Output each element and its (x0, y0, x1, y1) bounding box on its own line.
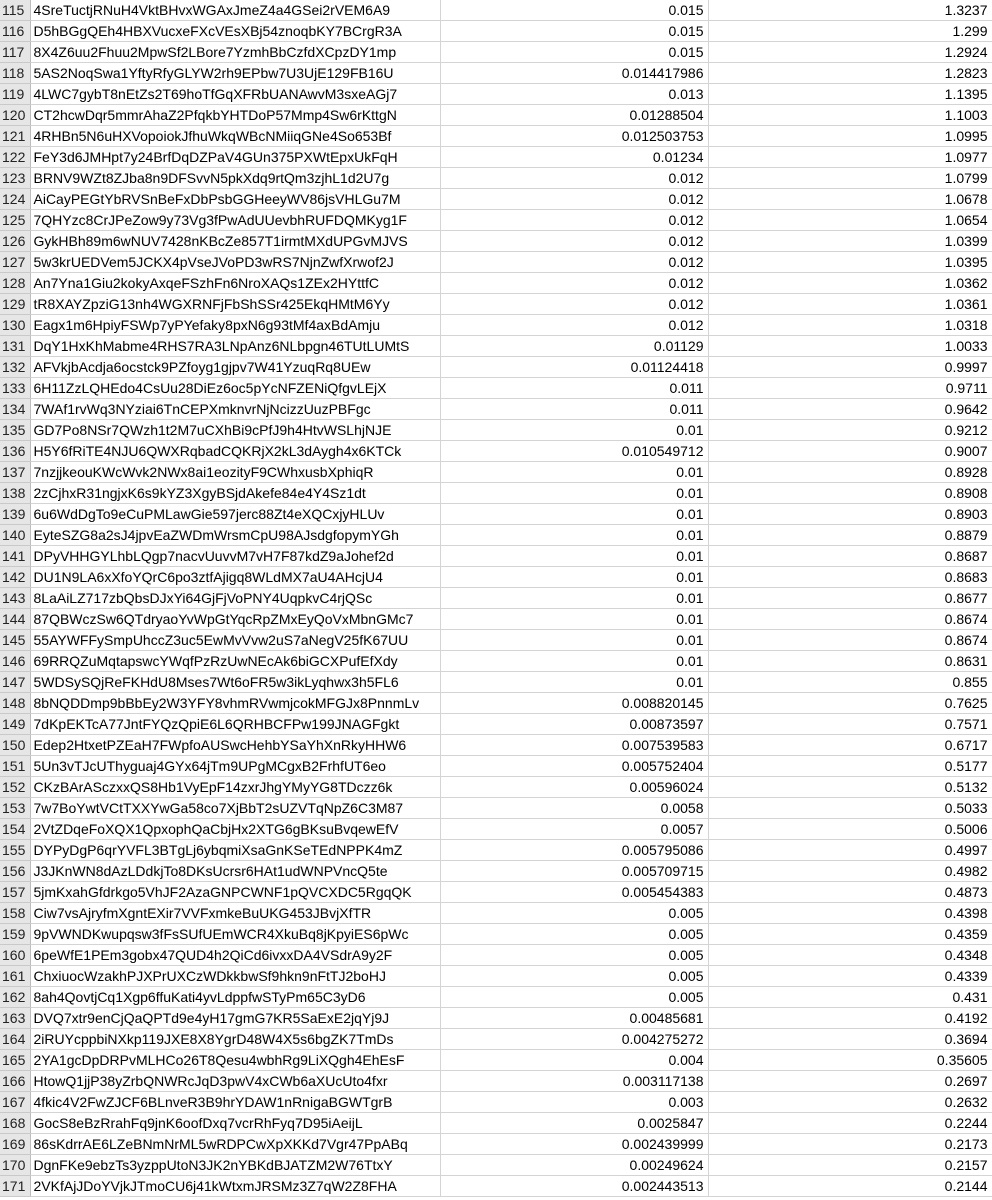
table-row (0, 42, 992, 63)
address-cell[interactable]: 7nzjjkeouKWcWvk2NWx8ai1eozityF9CWhxusbXphiqR (30, 462, 440, 483)
table-row (0, 1113, 992, 1134)
amount-cell[interactable]: 0.015 (440, 21, 708, 42)
address-cell[interactable]: J3JKnWN8dAzLDdkjTo8DKsUcrsr6HAt1udWNPVncQ5te (30, 861, 440, 882)
value-cell[interactable]: 0.3694 (708, 1029, 992, 1050)
row-header[interactable]: 134 (0, 399, 30, 420)
row-header[interactable]: 160 (0, 945, 30, 966)
table-row (0, 1029, 992, 1050)
amount-cell[interactable]: 0.01 (440, 672, 708, 693)
value-cell[interactable]: 0.5006 (708, 819, 992, 840)
address-cell[interactable]: 69RRQZuMqtapswcYWqfPzRzUwNEcAk6biGCXPufEfXdy (30, 651, 440, 672)
amount-cell[interactable]: 0.014417986 (440, 63, 708, 84)
amount-cell[interactable]: 0.005 (440, 966, 708, 987)
address-cell[interactable]: 8LaAiLZ717zbQbsDJxYi64GjFjVoPNY4UqpkvC4rjQSc (30, 588, 440, 609)
table-row (0, 966, 992, 987)
table-row (0, 126, 992, 147)
address-cell[interactable]: 8ah4QovtjCq1Xgp6ffuKati4yvLdppfwSTyPm65C3yD6 (30, 987, 440, 1008)
address-cell[interactable]: Eagx1m6HpiyFSWp7yPYefaky8pxN6g93tMf4axBdAmju (30, 315, 440, 336)
address-cell[interactable]: 2zCjhxR31ngjxK6s9kYZ3XgyBSjdAkefe84e4Y4Sz1dt (30, 483, 440, 504)
value-cell[interactable]: 0.2244 (708, 1113, 992, 1134)
amount-cell[interactable]: 0.002439999 (440, 1134, 708, 1155)
table-row (0, 651, 992, 672)
row-header[interactable]: 150 (0, 735, 30, 756)
row-header[interactable]: 156 (0, 861, 30, 882)
amount-cell[interactable]: 0.012 (440, 210, 708, 231)
value-cell[interactable]: 0.431 (708, 987, 992, 1008)
address-cell[interactable]: 55AYWFFySmpUhccZ3uc5EwMvVvw2uS7aNegV25fK67UU (30, 630, 440, 651)
row-header[interactable]: 157 (0, 882, 30, 903)
row-header[interactable]: 141 (0, 546, 30, 567)
row-header[interactable]: 149 (0, 714, 30, 735)
value-cell[interactable]: 0.9007 (708, 441, 992, 462)
amount-cell[interactable]: 0.011 (440, 378, 708, 399)
table-row (0, 903, 992, 924)
row-header[interactable]: 131 (0, 336, 30, 357)
amount-cell[interactable]: 0.003 (440, 1092, 708, 1113)
address-cell[interactable]: 2YA1gcDpDRPvMLHCo26T8Qesu4wbhRg9LiXQgh4EhEsF (30, 1050, 440, 1071)
value-cell[interactable]: 0.5033 (708, 798, 992, 819)
value-cell[interactable]: 1.0977 (708, 147, 992, 168)
amount-cell[interactable]: 0.01 (440, 651, 708, 672)
value-cell[interactable]: 0.2144 (708, 1176, 992, 1197)
value-cell[interactable]: 0.8903 (708, 504, 992, 525)
amount-cell[interactable]: 0.01 (440, 504, 708, 525)
address-cell[interactable]: 6H11ZzLQHEdo4CsUu28DiEz6oc5pYcNFZENiQfgvLEjX (30, 378, 440, 399)
value-cell[interactable]: 1.0033 (708, 336, 992, 357)
amount-cell[interactable]: 0.01 (440, 546, 708, 567)
table-row (0, 462, 992, 483)
address-cell[interactable]: 4RHBn5N6uHXVopoiokJfhuWkqWBcNMiiqGNe4So653Bf (30, 126, 440, 147)
value-cell[interactable]: 1.0678 (708, 189, 992, 210)
table-row (0, 525, 992, 546)
value-cell[interactable]: 0.2173 (708, 1134, 992, 1155)
address-cell[interactable]: 7WAf1rvWq3NYziai6TnCEPXmknvrNjNcizzUuzPBFgc (30, 399, 440, 420)
row-header[interactable]: 119 (0, 84, 30, 105)
address-cell[interactable]: DgnFKe9ebzTs3yzppUtoN3JK2nYBKdBJATZM2W76TtxY (30, 1155, 440, 1176)
value-cell[interactable]: 0.4873 (708, 882, 992, 903)
table-row (0, 168, 992, 189)
table-row (0, 252, 992, 273)
address-cell[interactable]: 4LWC7gybT8nEtZs2T69hoTfGqXFRbUANAwvM3sxeAGj7 (30, 84, 440, 105)
value-cell[interactable]: 0.9711 (708, 378, 992, 399)
amount-cell[interactable]: 0.007539583 (440, 735, 708, 756)
value-cell[interactable]: 0.5132 (708, 777, 992, 798)
table-row (0, 294, 992, 315)
address-cell[interactable]: 5jmKxahGfdrkgo5VhJF2AzaGNPCWNF1pQVCXDC5RgqQK (30, 882, 440, 903)
table-row (0, 945, 992, 966)
table-row (0, 819, 992, 840)
address-cell[interactable]: Edep2HtxetPZEaH7FWpfoAUSwcHehbYSaYhXnRkyHHW6 (30, 735, 440, 756)
address-cell[interactable]: DqY1HxKhMabme4RHS7RA3LNpAnz6NLbpgn46TUtLUMtS (30, 336, 440, 357)
row-header[interactable]: 163 (0, 1008, 30, 1029)
value-cell[interactable]: 1.0361 (708, 294, 992, 315)
value-cell[interactable]: 0.35605 (708, 1050, 992, 1071)
amount-cell[interactable]: 0.01 (440, 525, 708, 546)
value-cell[interactable]: 0.7625 (708, 693, 992, 714)
address-cell[interactable]: HtowQ1jjP38yZrbQNWRcJqD3pwV4xCWb6aXUcUto4fxr (30, 1071, 440, 1092)
value-cell[interactable]: 0.4359 (708, 924, 992, 945)
address-cell[interactable]: 5WDSySQjReFKHdU8Mses7Wt6oFR5w3ikLyqhwx3h5FL6 (30, 672, 440, 693)
row-header[interactable]: 161 (0, 966, 30, 987)
row-header[interactable]: 138 (0, 483, 30, 504)
table-row (0, 924, 992, 945)
address-cell[interactable]: 4fkic4V2FwZJCF6BLnveR3B9hrYDAW1nRnigaBGWTgrB (30, 1092, 440, 1113)
value-cell[interactable]: 0.8908 (708, 483, 992, 504)
row-header[interactable]: 166 (0, 1071, 30, 1092)
table-row (0, 63, 992, 84)
amount-cell[interactable]: 0.005 (440, 987, 708, 1008)
table-row (0, 735, 992, 756)
row-header[interactable]: 159 (0, 924, 30, 945)
row-header[interactable]: 164 (0, 1029, 30, 1050)
row-header[interactable]: 151 (0, 756, 30, 777)
address-cell[interactable]: 8X4Z6uu2Fhuu2MpwSf2LBore7YzmhBbCzfdXCpzDY1mp (30, 42, 440, 63)
value-cell[interactable]: 1.0799 (708, 168, 992, 189)
table-row (0, 882, 992, 903)
address-cell[interactable]: H5Y6fRiTE4NJU6QWXRqbadCQKRjX2kL3dAygh4x6KTCk (30, 441, 440, 462)
amount-cell[interactable]: 0.01234 (440, 147, 708, 168)
address-cell[interactable]: ChxiuocWzakhPJXPrUXCzWDkkbwSf9hkn9nFtTJ2boHJ (30, 966, 440, 987)
value-cell[interactable]: 0.4982 (708, 861, 992, 882)
table-row (0, 1071, 992, 1092)
table-row (0, 987, 992, 1008)
value-cell[interactable]: 1.3237 (708, 0, 992, 21)
table-row (0, 693, 992, 714)
row-header[interactable]: 145 (0, 630, 30, 651)
amount-cell[interactable]: 0.015 (440, 0, 708, 21)
amount-cell[interactable]: 0.013 (440, 84, 708, 105)
value-cell[interactable]: 0.4398 (708, 903, 992, 924)
amount-cell[interactable]: 0.0025847 (440, 1113, 708, 1134)
row-header[interactable]: 132 (0, 357, 30, 378)
value-cell[interactable]: 0.4348 (708, 945, 992, 966)
row-header[interactable]: 158 (0, 903, 30, 924)
row-header[interactable]: 165 (0, 1050, 30, 1071)
address-cell[interactable]: 7QHYzc8CrJPeZow9y73Vg3fPwAdUUevbhRUFDQMKyg1F (30, 210, 440, 231)
table-row (0, 714, 992, 735)
amount-cell[interactable]: 0.00596024 (440, 777, 708, 798)
row-header[interactable]: 135 (0, 420, 30, 441)
value-cell[interactable]: 1.0995 (708, 126, 992, 147)
table-row (0, 105, 992, 126)
amount-cell[interactable]: 0.012 (440, 231, 708, 252)
table-row (0, 588, 992, 609)
value-cell[interactable]: 0.855 (708, 672, 992, 693)
value-cell[interactable]: 1.0395 (708, 252, 992, 273)
row-header[interactable]: 121 (0, 126, 30, 147)
row-header[interactable]: 168 (0, 1113, 30, 1134)
amount-cell[interactable]: 0.0057 (440, 819, 708, 840)
row-header[interactable]: 130 (0, 315, 30, 336)
amount-cell[interactable]: 0.004275272 (440, 1029, 708, 1050)
table-row (0, 504, 992, 525)
amount-cell[interactable]: 0.002443513 (440, 1176, 708, 1197)
table-row (0, 483, 992, 504)
address-cell[interactable]: Ciw7vsAjryfmXgntEXir7VVFxmkeBuUKG453JBvjXfTR (30, 903, 440, 924)
amount-cell[interactable]: 0.012 (440, 294, 708, 315)
row-header[interactable]: 127 (0, 252, 30, 273)
address-cell[interactable]: DYPyDgP6qrYVFL3BTgLj6ybqmiXsaGnKSeTEdNPPK4mZ (30, 840, 440, 861)
amount-cell[interactable]: 0.010549712 (440, 441, 708, 462)
address-cell[interactable]: 7dKpEKTcA77JntFYQzQpiE6L6QRHBCFPw199JNAGFgkt (30, 714, 440, 735)
row-header[interactable]: 122 (0, 147, 30, 168)
address-cell[interactable]: 6u6WdDgTo9eCuPMLawGie597jerc88Zt4eXQCxjyHLUv (30, 504, 440, 525)
value-cell[interactable]: 1.2823 (708, 63, 992, 84)
value-cell[interactable]: 0.8683 (708, 567, 992, 588)
table-row (0, 273, 992, 294)
value-cell[interactable]: 0.7571 (708, 714, 992, 735)
row-header[interactable]: 171 (0, 1176, 30, 1197)
row-header[interactable]: 116 (0, 21, 30, 42)
row-header[interactable]: 169 (0, 1134, 30, 1155)
address-cell[interactable]: CT2hcwDqr5mmrAhaZ2PfqkbYHTDoP57Mmp4Sw6rKttgN (30, 105, 440, 126)
table-row (0, 378, 992, 399)
amount-cell[interactable]: 0.003117138 (440, 1071, 708, 1092)
row-header[interactable]: 129 (0, 294, 30, 315)
table-row (0, 420, 992, 441)
table-row (0, 1134, 992, 1155)
amount-cell[interactable]: 0.00249624 (440, 1155, 708, 1176)
address-cell[interactable]: 86sKdrrAE6LZeBNmNrML5wRDPCwXpXKKd7Vgr47PpABq (30, 1134, 440, 1155)
amount-cell[interactable]: 0.015 (440, 42, 708, 63)
amount-cell[interactable]: 0.01 (440, 462, 708, 483)
value-cell[interactable]: 0.2632 (708, 1092, 992, 1113)
row-header[interactable]: 147 (0, 672, 30, 693)
amount-cell[interactable]: 0.01 (440, 483, 708, 504)
table-row (0, 0, 992, 21)
table-row (0, 1176, 992, 1197)
amount-cell[interactable]: 0.01129 (440, 336, 708, 357)
address-cell[interactable]: DPyVHHGYLhbLQgp7nacvUuvvM7vH7F87kdZ9aJohef2d (30, 546, 440, 567)
amount-cell[interactable]: 0.0058 (440, 798, 708, 819)
value-cell[interactable]: 0.8631 (708, 651, 992, 672)
row-header[interactable]: 128 (0, 273, 30, 294)
value-cell[interactable]: 1.2924 (708, 42, 992, 63)
row-header[interactable]: 140 (0, 525, 30, 546)
row-header[interactable]: 167 (0, 1092, 30, 1113)
row-header[interactable]: 123 (0, 168, 30, 189)
table-row (0, 399, 992, 420)
table-row (0, 567, 992, 588)
table-row (0, 798, 992, 819)
address-cell[interactable]: 8bNQDDmp9bBbEy2W3YFY8vhmRVwmjcokMFGJx8PnnmLv (30, 693, 440, 714)
row-header[interactable]: 155 (0, 840, 30, 861)
amount-cell[interactable]: 0.011 (440, 399, 708, 420)
table-row (0, 210, 992, 231)
row-header[interactable]: 133 (0, 378, 30, 399)
amount-cell[interactable]: 0.01 (440, 567, 708, 588)
row-header[interactable]: 118 (0, 63, 30, 84)
value-cell[interactable]: 0.4997 (708, 840, 992, 861)
table-row (0, 546, 992, 567)
value-cell[interactable]: 1.299 (708, 21, 992, 42)
table-row (0, 840, 992, 861)
address-cell[interactable]: D5hBGgQEh4HBXVucxeFXcVEsXBj54znoqbKY7BCrgR3A (30, 21, 440, 42)
address-cell[interactable]: EyteSZG8a2sJ4jpvEaZWDmWrsmCpU98AJsdgfopymYGh (30, 525, 440, 546)
address-cell[interactable]: 7w7BoYwtVCtTXXYwGa58co7XjBbT2sUZVTqNpZ6C3M87 (30, 798, 440, 819)
value-cell[interactable]: 0.8928 (708, 462, 992, 483)
amount-cell[interactable]: 0.012 (440, 252, 708, 273)
amount-cell[interactable]: 0.008820145 (440, 693, 708, 714)
table-row (0, 1092, 992, 1113)
amount-cell[interactable]: 0.01124418 (440, 357, 708, 378)
value-cell[interactable]: 1.0318 (708, 315, 992, 336)
table-row (0, 630, 992, 651)
amount-cell[interactable]: 0.012 (440, 168, 708, 189)
amount-cell[interactable]: 0.01 (440, 630, 708, 651)
value-cell[interactable]: 1.0362 (708, 273, 992, 294)
table-row (0, 609, 992, 630)
value-cell[interactable]: 1.0654 (708, 210, 992, 231)
amount-cell[interactable]: 0.005752404 (440, 756, 708, 777)
amount-cell[interactable]: 0.01 (440, 420, 708, 441)
table-row (0, 147, 992, 168)
table-row (0, 1050, 992, 1071)
address-cell[interactable]: GykHBh89m6wNUV7428nKBcZe857T1irmtMXdUPGvMJVS (30, 231, 440, 252)
table-row (0, 756, 992, 777)
row-header[interactable]: 115 (0, 0, 30, 21)
address-cell[interactable]: 6peWfE1PEm3gobx47QUD4h2QiCd6ivxxDA4VSdrA9y2F (30, 945, 440, 966)
address-cell[interactable]: BRNV9WZt8ZJba8n9DFSvvN5pkXdq9rtQm3zjhL1d2U7g (30, 168, 440, 189)
row-header[interactable]: 137 (0, 462, 30, 483)
row-header[interactable]: 170 (0, 1155, 30, 1176)
table-row (0, 231, 992, 252)
table-row (0, 336, 992, 357)
address-cell[interactable]: AFVkjbAcdja6ocstck9PZfoyg1gjpv7W41YzuqRq8UEw (30, 357, 440, 378)
value-cell[interactable]: 0.9997 (708, 357, 992, 378)
address-cell[interactable]: An7Yna1Giu2kokyAxqeFSzhFn6NroXAQs1ZEx2HYttfC (30, 273, 440, 294)
value-cell[interactable]: 1.0399 (708, 231, 992, 252)
amount-cell[interactable]: 0.012 (440, 273, 708, 294)
address-cell[interactable]: 9pVWNDKwupqsw3fFsSUfUEmWCR4XkuBq8jKpyiES6pWc (30, 924, 440, 945)
amount-cell[interactable]: 0.01288504 (440, 105, 708, 126)
address-cell[interactable]: GD7Po8NSr7QWzh1t2M7uCXhBi9cPfJ9h4HtvWSLhjNJE (30, 420, 440, 441)
address-cell[interactable]: 5Un3vTJcUThyguaj4GYx64jTm9UPgMCgxB2FrhfUT6eo (30, 756, 440, 777)
address-cell[interactable]: GocS8eBzRrahFq9jnK6oofDxq7vcrRhFyq7D95iAeijL (30, 1113, 440, 1134)
table-row (0, 84, 992, 105)
amount-cell[interactable]: 0.005709715 (440, 861, 708, 882)
amount-cell[interactable]: 0.00873597 (440, 714, 708, 735)
row-header[interactable]: 143 (0, 588, 30, 609)
value-cell[interactable]: 0.8674 (708, 609, 992, 630)
address-cell[interactable]: 2VtZDqeFoXQX1QpxophQaCbjHx2XTG6gBKsuBvqewEfV (30, 819, 440, 840)
amount-cell[interactable]: 0.012503753 (440, 126, 708, 147)
amount-cell[interactable]: 0.005 (440, 945, 708, 966)
value-cell[interactable]: 0.9212 (708, 420, 992, 441)
value-cell[interactable]: 0.8879 (708, 525, 992, 546)
row-header[interactable]: 146 (0, 651, 30, 672)
row-header[interactable]: 142 (0, 567, 30, 588)
table-row (0, 21, 992, 42)
address-cell[interactable]: 4SreTuctjRNuH4VktBHvxWGAxJmeZ4a4GSei2rVEM6A9 (30, 0, 440, 21)
row-header[interactable]: 144 (0, 609, 30, 630)
table-row (0, 672, 992, 693)
address-cell[interactable]: FeY3d6JMHpt7y24BrfDqDZPaV4GUn375PXWtEpxUkFqH (30, 147, 440, 168)
value-cell[interactable]: 0.5177 (708, 756, 992, 777)
address-cell[interactable]: DU1N9LA6xXfoYQrC6po3ztfAjigq8WLdMX7aU4AHcjU4 (30, 567, 440, 588)
row-header[interactable]: 154 (0, 819, 30, 840)
table-row (0, 861, 992, 882)
row-header[interactable]: 124 (0, 189, 30, 210)
value-cell[interactable]: 0.9642 (708, 399, 992, 420)
value-cell[interactable]: 0.8677 (708, 588, 992, 609)
address-cell[interactable]: 5w3krUEDVem5JCKX4pVseJVoPD3wRS7NjnZwfXrwof2J (30, 252, 440, 273)
address-cell[interactable]: 2iRUYcppbiNXkp119JXE8X8YgrD48W4X5s6bgZK7TmDs (30, 1029, 440, 1050)
table-row (0, 441, 992, 462)
value-cell[interactable]: 1.1395 (708, 84, 992, 105)
amount-cell[interactable]: 0.01 (440, 588, 708, 609)
address-cell[interactable]: DVQ7xtr9enCjQaQPTd9e4yH17gmG7KR5SaExE2jqYj9J (30, 1008, 440, 1029)
value-cell[interactable]: 0.6717 (708, 735, 992, 756)
amount-cell[interactable]: 0.00485681 (440, 1008, 708, 1029)
amount-cell[interactable]: 0.005454383 (440, 882, 708, 903)
table-row (0, 189, 992, 210)
address-cell[interactable]: tR8XAYZpziG13nh4WGXRNFjFbShSSr425EkqHMtM6Yy (30, 294, 440, 315)
row-header[interactable]: 120 (0, 105, 30, 126)
address-cell[interactable]: CKzBArASczxxQS8Hb1VyEpF14zxrJhgYMyYG8TDczz6k (30, 777, 440, 798)
row-header[interactable]: 152 (0, 777, 30, 798)
value-cell[interactable]: 0.2157 (708, 1155, 992, 1176)
table-row (0, 1008, 992, 1029)
address-cell[interactable]: 2VKfAjJDoYVjkJTmoCU6j41kWtxmJRSMz3Z7qW2Z8FHA (30, 1176, 440, 1197)
table-row (0, 315, 992, 336)
row-header[interactable]: 136 (0, 441, 30, 462)
table-row (0, 777, 992, 798)
value-cell[interactable]: 0.8687 (708, 546, 992, 567)
row-header[interactable]: 117 (0, 42, 30, 63)
value-cell[interactable]: 0.2697 (708, 1071, 992, 1092)
table-row (0, 1155, 992, 1176)
value-cell[interactable]: 0.8674 (708, 630, 992, 651)
address-cell[interactable]: AiCayPEGtYbRVSnBeFxDbPsbGGHeeyWV86jsVHLGu7M (30, 189, 440, 210)
address-cell[interactable]: 5AS2NoqSwa1YftyRfyGLYW2rh9EPbw7U3UjE129FB16U (30, 63, 440, 84)
value-cell[interactable]: 0.4192 (708, 1008, 992, 1029)
value-cell[interactable]: 0.4339 (708, 966, 992, 987)
row-header[interactable]: 153 (0, 798, 30, 819)
amount-cell[interactable]: 0.01 (440, 609, 708, 630)
row-header[interactable]: 125 (0, 210, 30, 231)
amount-cell[interactable]: 0.005 (440, 924, 708, 945)
value-cell[interactable]: 1.1003 (708, 105, 992, 126)
amount-cell[interactable]: 0.012 (440, 189, 708, 210)
address-cell[interactable]: 87QBWczSw6QTdryaoYvWpGtYqcRpZMxEyQoVxMbnGMc7 (30, 609, 440, 630)
row-header[interactable]: 126 (0, 231, 30, 252)
amount-cell[interactable]: 0.012 (440, 315, 708, 336)
row-header[interactable]: 148 (0, 693, 30, 714)
row-header[interactable]: 139 (0, 504, 30, 525)
table-row (0, 357, 992, 378)
row-header[interactable]: 162 (0, 987, 30, 1008)
amount-cell[interactable]: 0.005 (440, 903, 708, 924)
amount-cell[interactable]: 0.005795086 (440, 840, 708, 861)
amount-cell[interactable]: 0.004 (440, 1050, 708, 1071)
